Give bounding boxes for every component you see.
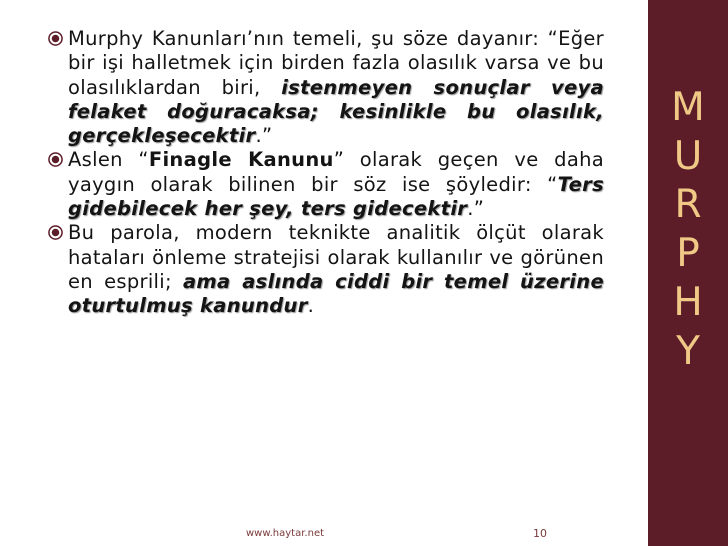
bullet-1-emphasis: istenmeyen sonuçlar veya felaket doğuracaksa; kesinlikle bu olasılık, gerçekleşecektir <box>68 75 604 148</box>
bullet-item <box>48 148 604 221</box>
bullet-2-text-3: .” <box>467 197 485 221</box>
bullet-1-text-1: Murphy Kanunları’nın temeli, şu söze dayanır: “Eğer bir işi halletmek için birden fazla olasılık varsa ve bu olasılıklardan biri, <box>68 27 604 99</box>
bullet-item <box>48 27 604 148</box>
bullet-2-bold: Finagle Kanunu <box>148 148 334 172</box>
bullet-marker-icon <box>48 152 63 167</box>
bullet-item <box>48 221 604 318</box>
sidebar-letter: P <box>676 231 700 277</box>
sidebar-letter: Y <box>676 328 700 374</box>
bullet-2-emphasis: Ters gidebilecek her şey, ters gidecektir <box>68 172 604 221</box>
sidebar-letter: M <box>671 85 705 130</box>
bullet-3-text-2: . <box>307 294 315 318</box>
bullet-1-text-2: .” <box>255 124 273 148</box>
page-number: 10 <box>533 527 547 540</box>
bullet-2-text-2: ” olarak geçen ve daha yaygın olarak bilinen bir söz ise şöyledir: “ <box>68 148 604 196</box>
slide-content <box>48 27 604 319</box>
bullet-marker-icon <box>48 31 63 46</box>
bullet-3-emphasis: ama aslında ciddi bir temel üzerine oturtulmuş kanundur <box>68 269 604 318</box>
footer-url: www.haytar.net <box>246 528 325 539</box>
bullet-3-text-1: Bu parola, modern teknikte analitik ölçüt olarak hataları önleme stratejisi olarak kullanılır ve görünen en esprili; <box>68 221 604 293</box>
sidebar-title <box>652 84 724 376</box>
sidebar-letter: R <box>674 182 702 228</box>
bullet-marker-icon <box>48 225 63 240</box>
sidebar-letter: H <box>673 279 703 325</box>
bullet-2-text-1: Aslen “ <box>68 148 149 172</box>
sidebar-letter: U <box>673 133 703 179</box>
